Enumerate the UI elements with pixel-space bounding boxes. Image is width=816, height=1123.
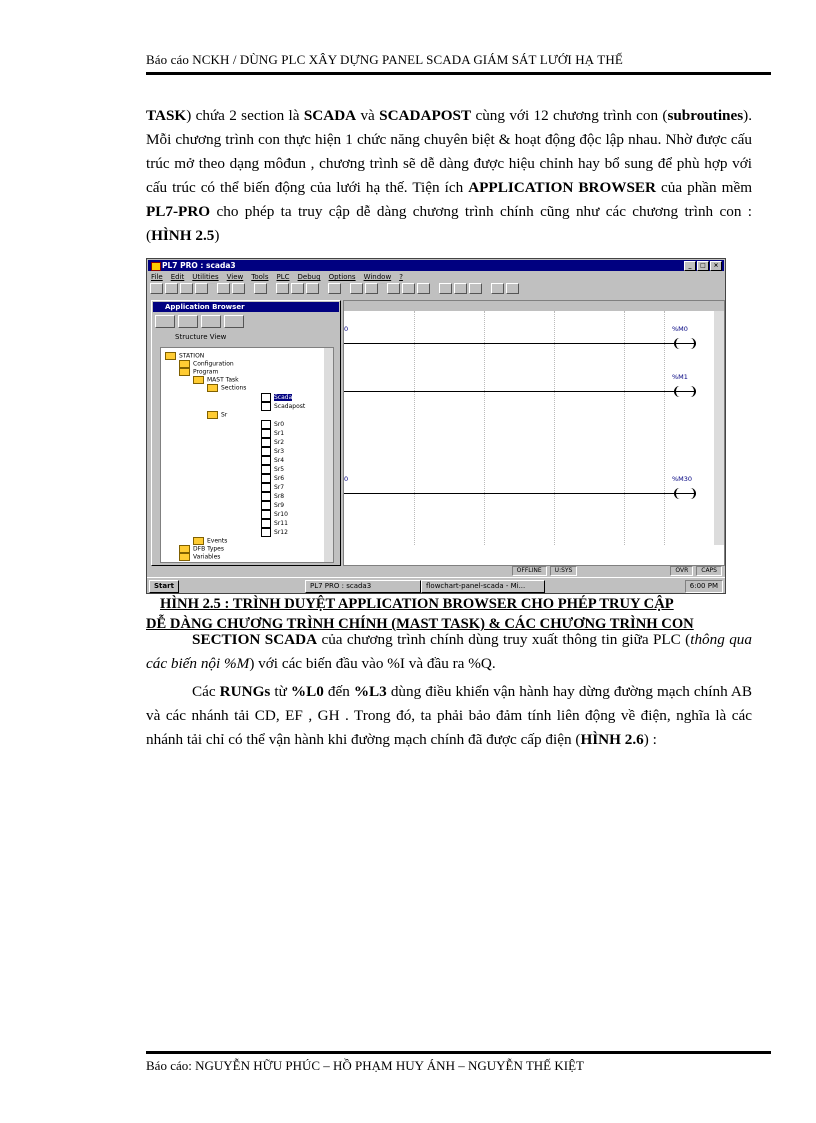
coil-label: %M30	[672, 475, 693, 483]
coil-label: %M0	[672, 325, 688, 333]
coil-label: %M1	[672, 373, 688, 381]
app-icon	[151, 262, 161, 271]
structure-view-tab: Structure View	[175, 333, 227, 341]
header-rule	[146, 72, 771, 75]
figure-caption-line1: HÌNH 2.5 : TRÌNH DUYỆT APPLICATION BROWSER CHO PHÉP TRUY CẬP	[160, 596, 674, 612]
project-tree: STATION Configuration Program MAST Task Sections Scada Scadapost Sr Sr0 Sr1 Sr2 Sr3 Sr4 Sr5 Sr6 Sr7 Sr8 Sr9 Sr10 Sr11 Sr12 Events DFB Types Variables	[160, 347, 334, 563]
footer-rule	[146, 1051, 771, 1054]
browser-title: Application Browser	[153, 302, 339, 312]
menu-bar: File Edit Utilities View Tools PLC Debug Options Window ?	[151, 273, 403, 281]
coil-symbol	[674, 338, 696, 349]
paragraph-section-scada: SECTION SCADA của chương trình chính dùng truy xuất thông tin giữa PLC (thông qua các biến nội %M) với các biến đầu vào %I và đầu ra %Q.	[146, 631, 752, 672]
start-button: Start	[149, 580, 179, 593]
toolbar	[150, 283, 722, 296]
tree-scrollbar	[324, 348, 333, 562]
page-footer: Báo cáo: NGUYỄN HỮU PHÚC – HỒ PHẠM HUY ÁNH – NGUYỄN THẾ KIỆT	[146, 1058, 584, 1073]
ladder-editor: 0 0 %M0 %M1 %M30	[343, 300, 725, 566]
coil-symbol	[674, 488, 696, 499]
status-bar: OFFLINE U:SYS OVR CAPS	[150, 566, 722, 576]
maximize-icon: □	[697, 261, 709, 271]
taskbar	[147, 577, 725, 593]
clock: 6:00 PM	[685, 580, 723, 593]
page-header: Báo cáo NCKH / DÙNG PLC XÂY DỰNG PANEL SCADA GIÁM SÁT LƯỚI HẠ THẾ	[146, 52, 623, 67]
task-flowchart: flowchart-panel-scada - Mi...	[421, 580, 545, 593]
window-titlebar: PL7 PRO : scada3 _ □ ×	[148, 260, 724, 271]
figure-screenshot	[146, 258, 726, 594]
paragraph-intro: TASK) chứa 2 section là SCADA và SCADAPOST cùng với 12 chương trình con (subroutines). Mỗi chương trình con thực hiện 1 chức năng chuyên biệt & hoạt động độc lập nhau. Nhờ được cấu trúc mở theo dạng môđun , chương trình sẽ dễ dàng được hiệu chỉnh hay bổ sung để phù hợp với cấu trúc có thể biến động của lưới hạ thế. Tiện ích APPLICATION BROWSER của phần mềm PL7-PRO cho phép ta truy cập dễ dàng chương trình chính cũng như các chương trình con : (HÌNH 2.5)	[146, 107, 753, 244]
coil-symbol	[674, 386, 696, 397]
task-pl7: PL7 PRO : scada3	[305, 580, 421, 593]
application-browser-panel	[151, 300, 341, 566]
editor-scrollbar	[714, 311, 724, 545]
close-icon: ×	[710, 261, 722, 271]
figure-caption-line2: DỄ DÀNG CHƯƠNG TRÌNH CHÍNH (MAST TASK) & CÁC CHƯƠNG TRÌNH CON	[146, 616, 694, 632]
minimize-icon: _	[684, 261, 696, 271]
paragraph-rungs: Các RUNGs từ %L0 đến %L3 dùng điều khiển vận hành hay dừng đường mạch chính AB và các nhánh tải CD, EF , GH . Trong đó, ta phải bảo đảm tính liên động về điện, nghĩa là các nhánh tải chỉ có thể vận hành khi đường mạch chính đã được cấp điện (HÌNH 2.6) :	[146, 683, 752, 748]
